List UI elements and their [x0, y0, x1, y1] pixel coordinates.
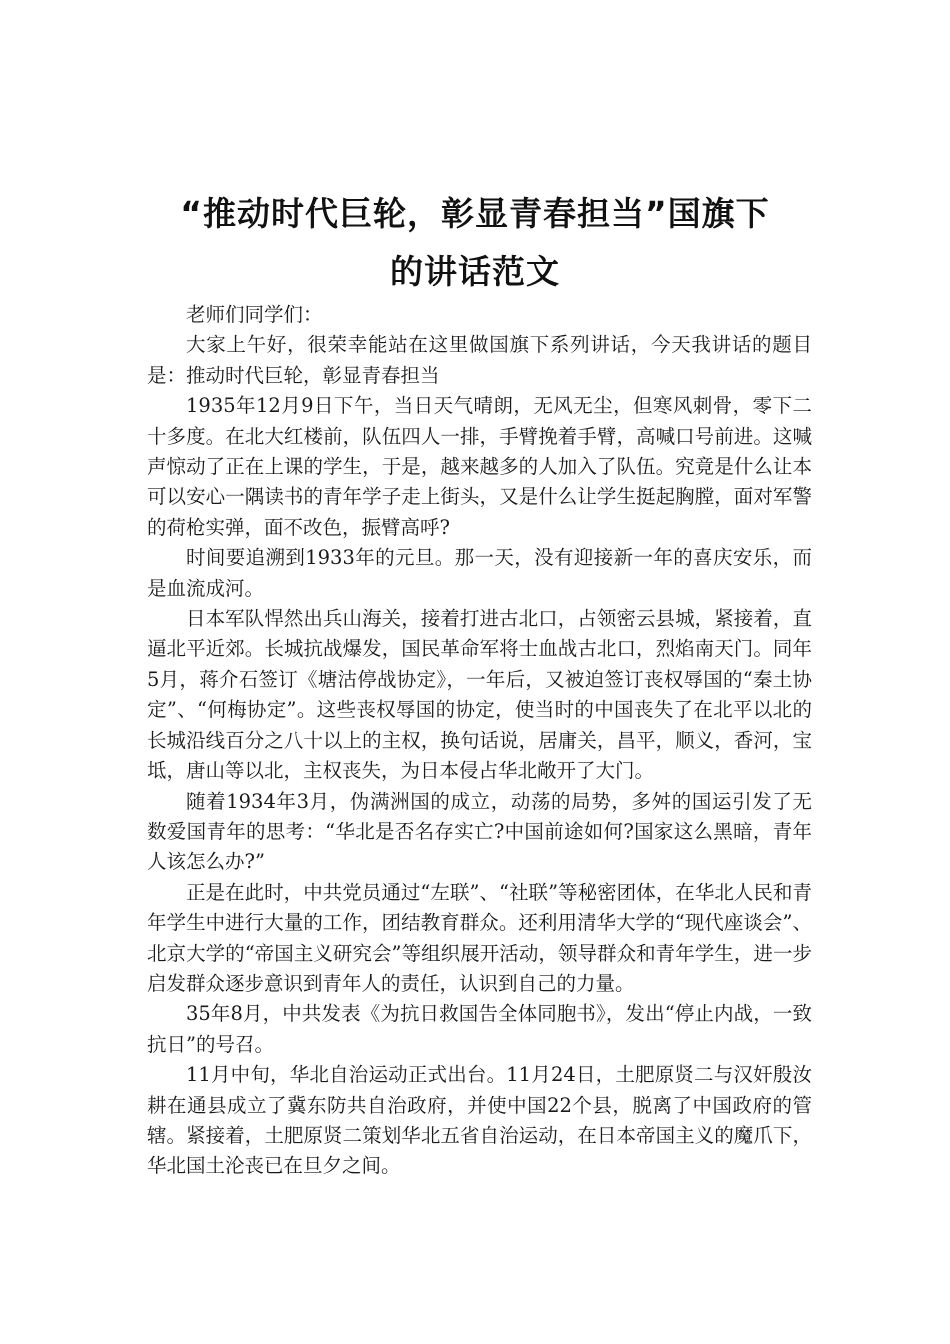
paragraph: 正是在此时，中共党员通过“左联”、“社联”等秘密团体，在华北人民和青年学生中进行大量的工作，团结教育群众。还利用清华大学的“现代座谈会”、北京大学的“帝国主义研究会”等组织展开活动，领导群众和青年学生，进一步启发群众逐步意识到青年人的责任，认识到自己的力量。	[147, 880, 812, 995]
paragraph: 日本军队悍然出兵山海关，接着打进古北口，占领密云县城，紧接着，直逼北平近郊。长城抗战爆发，国民革命军将士血战古北口，烈焰南天门。同年5月，蒋介石签订《塘沽停战协定》，一年后，又被迫签订丧权辱国的“秦土协定”、“何梅协定”。这些丧权辱国的协定，使当时的中国丧失了在北平以北的长城沿线百分之八十以上的主权，换句话说，居庸关，昌平，顺义，香河，宝坻，唐山等以北，主权丧失，为日本侵占华北敞开了大门。	[147, 607, 812, 783]
title-line-2: 的讲话范文	[390, 252, 560, 291]
title-line-1: “推动时代巨轮，彰显青春担当”国旗下	[180, 194, 770, 233]
paragraph: 大家上午好，很荣幸能站在这里做国旗下系列讲话，今天我讲话的题目是：推动时代巨轮，彰显青春担当	[147, 333, 812, 387]
body-text	[147, 300, 812, 1182]
paragraph: 35年8月，中共发表《为抗日救国告全体同胞书》，发出“停止内战，一致抗日”的号召。	[147, 1002, 812, 1056]
paragraph-greeting: 老师们同学们：	[186, 303, 323, 326]
paragraph: 随着1934年3月，伪满洲国的成立，动荡的局势，多舛的国运引发了无数爱国青年的思考：“华北是否名存实亡?中国前途如何?国家这么黑暗，青年人该怎么办?”	[147, 789, 812, 874]
paragraph: 1935年12月9日下午，当日天气晴朗，无风无尘，但寒风刺骨，零下二十多度。在北大红楼前，队伍四人一排，手臂挽着手臂，高喊口号前进。这喊声惊动了正在上课的学生，于是，越来越多的人加入了队伍。究竟是什么让本可以安心一隅读书的青年学子走上街头，又是什么让学生挺起胸膛，面对军警的荷枪实弹，面不改色，振臂高呼?	[147, 394, 812, 539]
paragraph: 时间要追溯到1933年的元旦。那一天，没有迎接新一年的喜庆安乐，而是血流成河。	[147, 546, 812, 600]
paragraph: 11月中旬，华北自治运动正式出台。11月24日，土肥原贤二与汉奸殷汝耕在通县成立了冀东防共自治政府，并使中国22个县，脱离了中国政府的管辖。紧接着，土肥原贤二策划华北五省自治运动，在日本帝国主义的魔爪下，华北国土沦丧已在旦夕之间。	[147, 1063, 812, 1178]
